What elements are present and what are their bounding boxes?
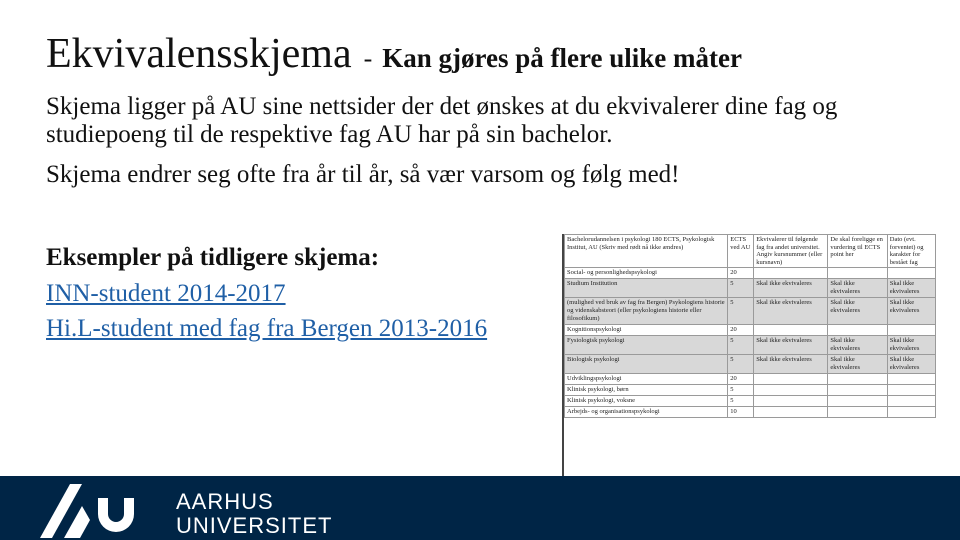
table-cell — [754, 268, 828, 279]
table-cell — [828, 325, 887, 336]
table-cell: Skal ikke ekvivaleres — [887, 355, 935, 374]
table-cell: Skal ikke ekvivaleres — [828, 298, 887, 325]
table-cell: Skal ikke ekvivaleres — [887, 336, 935, 355]
table-cell: Biologisk psykologi — [565, 355, 728, 374]
paragraph-2: Skjema endrer seg ofte fra år til år, så vær varsom og følg med! — [46, 161, 680, 188]
header-cell: Bachelorudannelsen i psykologi 180 ECTS, Psykologisk Institut, AU (Skriv med rødt nå ikke ændres) — [565, 235, 728, 268]
header-cell: De skal foreligge en vurdering til ECTS point her — [828, 235, 887, 268]
body-text — [46, 93, 906, 189]
link-inn-student[interactable]: INN-student 2014-2017 — [46, 280, 286, 307]
equivalence-table — [564, 234, 936, 418]
table-cell: (mulighed ved bruk av fag fra Bergen) Psykologiens historie og videnskabsteori (eller psykologiens historie eller filosofikum) — [565, 298, 728, 325]
table-cell: Skal ikke ekvivaleres — [754, 336, 828, 355]
table-cell: 5 — [728, 279, 754, 298]
wordmark-line-2: UNIVERSITET — [176, 513, 333, 538]
table-cell: Studium Institution — [565, 279, 728, 298]
table-row — [565, 279, 936, 298]
table-cell: Skal ikke ekvivaleres — [754, 279, 828, 298]
paragraph-1: Skjema ligger på AU sine nettsider der det ønskes at du ekvivalerer dine fag og studiepoeng til de respektive fag AU har på sin bachelor. — [46, 93, 838, 148]
table-cell — [887, 268, 935, 279]
table-cell — [754, 374, 828, 385]
table-cell: Klinisk psykologi, børn — [565, 385, 728, 396]
table-cell: Skal ikke ekvivaleres — [828, 355, 887, 374]
table-cell: Fysiologisk psykologi — [565, 336, 728, 355]
table-cell: 5 — [728, 396, 754, 407]
table-cell — [754, 385, 828, 396]
table-cell — [754, 325, 828, 336]
table-row — [565, 374, 936, 385]
au-logo-icon — [36, 480, 146, 538]
table-cell — [754, 396, 828, 407]
table-cell: Kognitionspsykologi — [565, 325, 728, 336]
table-cell — [828, 385, 887, 396]
table-cell: Skal ikke ekvivaleres — [828, 279, 887, 298]
title-dash: - — [363, 44, 373, 73]
link-hil-student[interactable]: Hi.L-student med fag fra Bergen 2013-2016 — [46, 315, 488, 342]
table-cell — [828, 407, 887, 418]
table-row — [565, 268, 936, 279]
slide-title — [46, 30, 742, 78]
header-cell: ECTS ved AU — [728, 235, 754, 268]
table-row — [565, 385, 936, 396]
table-cell: 20 — [728, 268, 754, 279]
table-cell: 5 — [728, 336, 754, 355]
table-cell: Skal ikke ekvivaleres — [887, 279, 935, 298]
table-cell — [887, 385, 935, 396]
table-cell: 10 — [728, 407, 754, 418]
table-cell — [828, 268, 887, 279]
table-cell: Skal ikke ekvivaleres — [754, 355, 828, 374]
university-wordmark — [176, 490, 332, 538]
table-cell — [754, 407, 828, 418]
table-row — [565, 298, 936, 325]
table-cell: 5 — [728, 298, 754, 325]
table-cell: Social- og personlighedspsykologi — [565, 268, 728, 279]
table-cell: Arbejds- og organisationspsykologi — [565, 407, 728, 418]
table-cell: Skal ikke ekvivaleres — [754, 298, 828, 325]
table-row — [565, 336, 936, 355]
table-cell: 5 — [728, 385, 754, 396]
wordmark-line-1: AARHUS — [176, 489, 274, 514]
table-cell — [887, 325, 935, 336]
table-cell — [828, 396, 887, 407]
table-cell: Udviklingspsykologi — [565, 374, 728, 385]
header-cell: Ekvivalerer til følgende fag fra andet universitet. Angiv kursnummer (eller kursnavn) — [754, 235, 828, 268]
table-cell: 20 — [728, 325, 754, 336]
table-row — [565, 355, 936, 374]
table-row — [565, 325, 936, 336]
table-cell — [828, 374, 887, 385]
header-cell: Dato (evt. forventet) og karakter for bestået fag — [887, 235, 935, 268]
table-cell: 5 — [728, 355, 754, 374]
table-cell: 20 — [728, 374, 754, 385]
footer-bar — [0, 476, 960, 540]
table-cell — [887, 407, 935, 418]
table-cell: Klinisk psykologi, voksne — [565, 396, 728, 407]
title-subtitle: Kan gjøres på flere ulike måter — [382, 43, 742, 73]
table-row — [565, 396, 936, 407]
examples-heading: Eksempler på tidligere skjema: — [46, 244, 380, 271]
table-cell — [887, 374, 935, 385]
examples-section — [46, 244, 487, 350]
title-main: Ekvivalensskjema — [46, 31, 352, 77]
table-row — [565, 407, 936, 418]
table-cell: Skal ikke ekvivaleres — [887, 298, 935, 325]
form-screenshot — [562, 234, 960, 476]
table-cell: Skal ikke ekvivaleres — [828, 336, 887, 355]
table-header-row — [565, 235, 936, 268]
table-cell — [887, 396, 935, 407]
table-body — [565, 268, 936, 418]
